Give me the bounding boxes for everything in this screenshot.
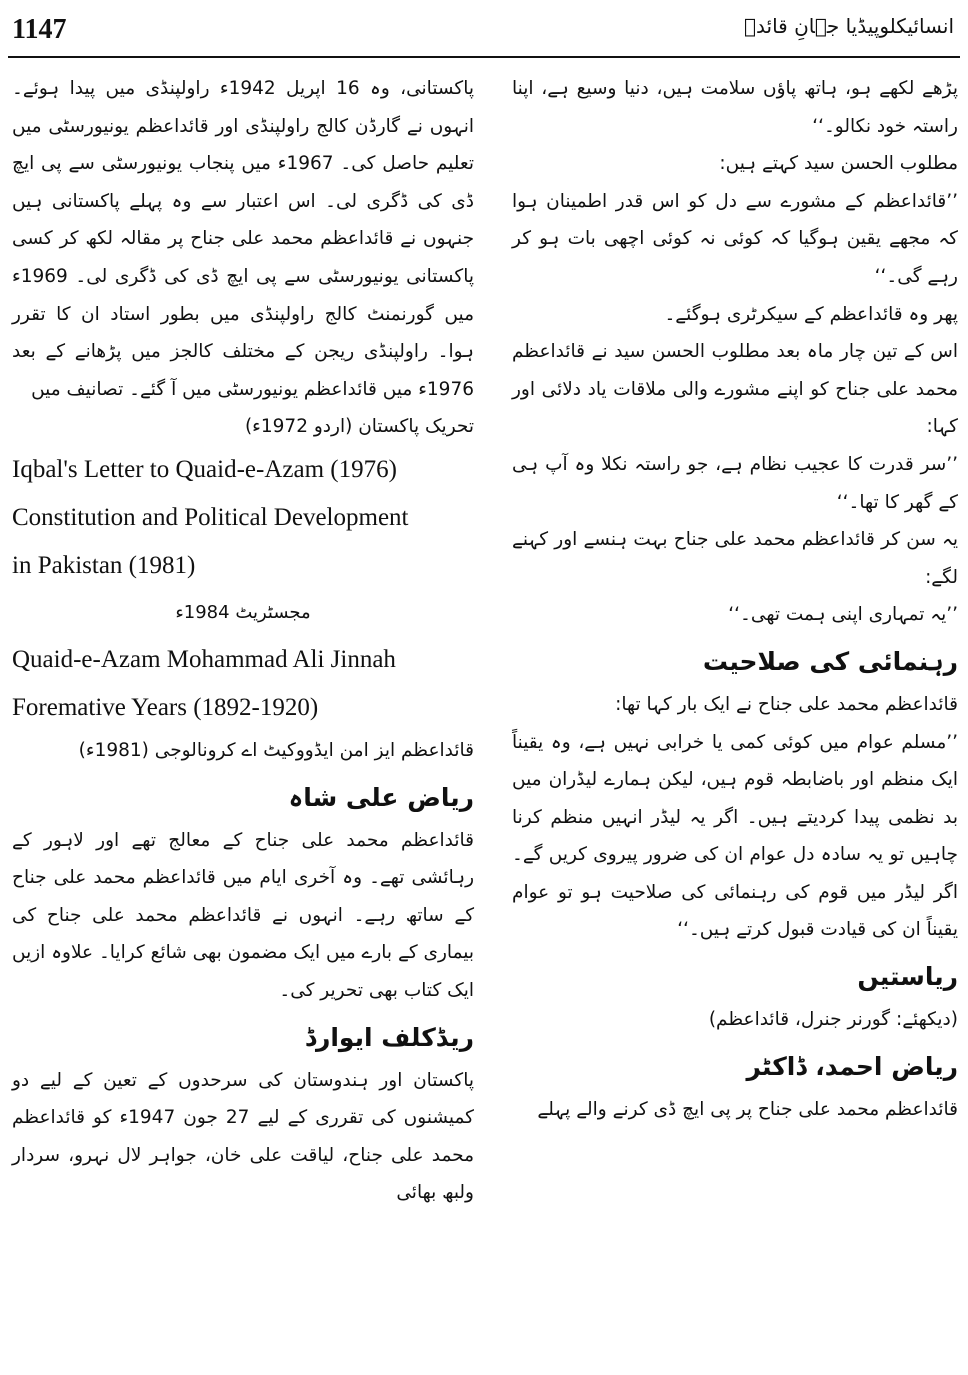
paragraph: قائداعظم محمد علی جناح کے معالج تھے اور لاہور کے رہائشی تھے۔ وہ آخری ایام میں قائداعظم محمد علی جناح کے ساتھ رہے۔ انہوں نے قائداعظم محمد علی جناح کی بیماری کے بارے میں ایک مضمون بھی شائع کرایا۔ علاوہ ازیں ایک کتاب بھی تحریر کی۔ bbox=[12, 829, 474, 1001]
english-book-title-cont: in Pakistan (1981) bbox=[12, 551, 196, 579]
section-heading: ریڈکلف ایوارڈ bbox=[304, 1022, 474, 1052]
book-title: تحریک پاکستان (اردو 1972ء) bbox=[244, 416, 474, 438]
section-heading: ریاض علی شاہ bbox=[288, 782, 474, 812]
paragraph: پاکستان اور ہندوستان کی سرحدوں کے تعین کے لیے دو کمیشنوں کی تقرری کے لیے 27 جون 1947ء کو قائداعظم محمد علی جناح، لیاقت علی خان، جواہر لال نہرو، سردار ولبھ بھائی bbox=[12, 1069, 474, 1204]
section-heading: رہنمائی کی صلاحیت bbox=[702, 646, 958, 676]
paragraph: پاکستانی، وہ 16 اپریل 1942ء راولپنڈی میں پیدا ہوئے۔ انہوں نے گارڈن کالج راولپنڈی اور قائداعظم یونیورسٹی میں تعلیم حاصل کی۔ 1967ء میں پنجاب یونیورسٹی سے پی ایچ ڈی کی ڈگری لی۔ اس اعتبار سے وہ پہلے پاکستانی ہیں جنہوں نے قائداعظم محمد علی جناح پر مقالہ لکھ کر کسی پاکستانی یونیورسٹی سے پی ایچ ڈی کی ڈگری لی۔ 1969ء میں گورنمنٹ کالج راولپنڈی میں بطور استاد ان کا تقرر ہوا۔ راولپنڈی ریجن کے مختلف کالجز میں پڑھانے کے بعد 1976ء میں قائداعظم یونیورسٹی میں آ گئے۔ تصانیف میں bbox=[12, 78, 475, 400]
english-book-title-cont: Foremative Years (1892-1920) bbox=[12, 693, 319, 721]
right-column bbox=[512, 70, 958, 1128]
book-title: مجسٹریٹ 1984ء bbox=[175, 601, 311, 623]
paragraph: پھر وہ قائداعظم کے سیکرٹری ہوگئے۔ bbox=[664, 303, 958, 325]
book-title: قائداعظم ایز امن ایڈووکیٹ اے کرونالوجی (1981ء) bbox=[78, 739, 474, 761]
english-book-title: Quaid-e-Azam Mohammad Ali Jinnah bbox=[12, 645, 396, 673]
left-column bbox=[12, 70, 474, 1212]
paragraph: پڑھے لکھے ہو، ہاتھ پاؤں سلامت ہیں، دنیا وسیع ہے، اپنا راستہ خود نکالو۔‘‘ bbox=[512, 78, 958, 137]
running-title: انسائیکلوپیڈیا جہانِ قائدؒ bbox=[744, 14, 954, 38]
quote: ’’قائداعظم کے مشورے سے دل کو اس قدر اطمینان ہوا کہ مجھے یقین ہوگیا کہ کوئی نہ کوئی اچھی بات ہو کر رہے گی۔‘‘ bbox=[512, 190, 958, 287]
header-rule bbox=[8, 56, 960, 58]
english-book-title: Iqbal's Letter to Quaid-e-Azam (1976) bbox=[12, 455, 397, 483]
paragraph: مطلوب الحسن سید کہتے ہیں: bbox=[719, 153, 958, 175]
quote: ’’مسلم عوام میں کوئی کمی یا خرابی نہیں ہے، وہ یقیناً ایک منظم اور باضابطہ قوم ہیں، لیکن ہمارے لیڈران میں بد نظمی پیدا کردیتے ہیں۔ اگر یہ لیڈر انہیں منظم کرنا چاہیں تو یہ سادہ دل عوام ان کی ضرور پیروی کریں گے۔ اگر لیڈر میں قوم کی رہنمائی کی صلاحیت ہو تو عوام یقیناً ان کی قیادت قبول کرتے ہیں۔‘‘ bbox=[512, 731, 958, 941]
paragraph: قائداعظم محمد علی جناح نے ایک بار کہا تھا: bbox=[615, 693, 958, 715]
paragraph: قائداعظم محمد علی جناح پر پی ایچ ڈی کرنے والے پہلے bbox=[537, 1098, 958, 1120]
paragraph: یہ سن کر قائداعظم محمد علی جناح بہت ہنسے اور کہنے لگے: bbox=[512, 529, 958, 588]
section-heading: ریاستیں bbox=[857, 962, 958, 992]
quote: ’’سر قدرت کا عجیب نظام ہے، جو راستہ نکلا وہ آپ ہی کے گھر کا تھا۔‘‘ bbox=[512, 453, 958, 513]
page-number: 1147 bbox=[12, 14, 67, 45]
paragraph: اس کے تین چار ماہ بعد مطلوب الحسن سید نے قائداعظم محمد علی جناح کو اپنے مشورے والی ملاقات یاد دلائی اور کہا: bbox=[512, 341, 958, 438]
english-book-title: Constitution and Political Development bbox=[12, 503, 409, 531]
quote: ’’یہ تمہاری اپنی ہمت تھی۔‘‘ bbox=[728, 604, 958, 626]
cross-reference: (دیکھئے: گورنر جنرل، قائداعظم) bbox=[708, 1009, 958, 1031]
section-heading: ریاض احمد، ڈاکٹر bbox=[746, 1051, 958, 1081]
